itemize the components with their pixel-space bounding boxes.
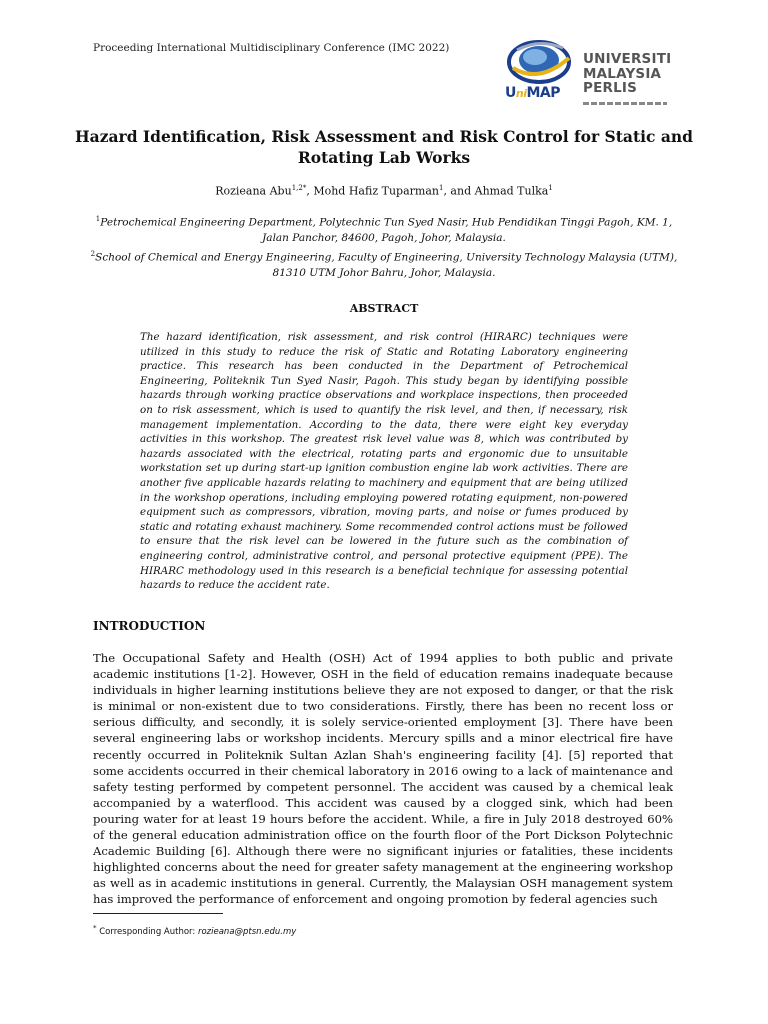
unimap-wordmark: UniMAP — [505, 85, 561, 101]
running-head: Proceeding International Multidisciplinary Conference (IMC 2022) — [93, 42, 450, 54]
author-list: Rozieana Abu$^{1,2*}$, Mohd Hafiz Tuparman$^1$, and Ahmad Tulka$^1$ — [215, 184, 553, 198]
corresponding-author-footnote: * Corresponding Author: rozieana@ptsn.edu.my — [93, 923, 297, 937]
footnote-divider — [93, 913, 223, 914]
university-logo — [503, 36, 673, 108]
globe-emblem-icon — [503, 36, 575, 88]
introduction-heading: INTRODUCTION — [93, 619, 206, 633]
affiliations — [84, 212, 684, 281]
author-name: Mohd Hafiz Tuparman — [313, 184, 439, 198]
abstract-heading: ABSTRACT — [349, 302, 419, 315]
corresponding-email[interactable]: rozieana@ptsn.edu.my — [197, 926, 297, 937]
abstract-body: The hazard identification, risk assessment, and risk control (HIRARC) techniques were utilized in this study to reduce the risk of Static and Rotating Laboratory engineering practice. This research has been conducted in the Department of Petrochemical Engineering, Politeknik Tun Syed Nasir, Pagoh. This study began by identifying possible hazards through working practice observations and workplace inspections, then proceeded on to risk assessment, which is used to quantify the risk level, and then, if necessary, risk management implementation. According to the data, there were eight key everyday activities in this workshop. The greatest risk level value was 8, which was contributed by hazards associated with the electrical, rotating parts and ergonomic due to unsuitable workstation set up during start-up ignition combustion engine lab work activities. There are another five applicable hazards relating to machinery and equipment that are being utilized in the workshop operations, including employing powered rotating equipment, non-powered equipment such as compressors, vibration, moving parts, and noise or fumes produced by static and rotating exhaust machinery. Some recommended control actions must be followed to ensure that the risk level can be lowered in the future such as the combination of engineering control, administrative control, and personal protective equipment (PPE). The HIRARC methodology used in this research is a beneficial technique for assessing potential hazards to reduce the accident rate. — [140, 331, 628, 592]
university-name: UNIVERSITI MALAYSIA PERLIS — [583, 51, 672, 96]
affiliation-2: $^2$School of Chemical and Energy Engineering, Faculty of Engineering, University Technology Malaysia (UTM), 81310 UTM Johor Bahru, Johor, Malaysia. — [90, 249, 678, 279]
introduction-body: The Occupational Safety and Health (OSH) Act of 1994 applies to both public and private academic institutions [1-2]. However, OSH in the field of education remains inadequate because individuals in higher learning institutions believe they are not exposed to danger, or that the risk is minimal or non-existent due to two considerations. Firstly, there has been no recent loss or serious difficulty, and secondly, it is solely service-oriented employment [3]. There have been several engineering labs or workshop incidents. Mercury spills and a minor electrical fire have recently occurred in Politeknik Sultan Azlan Shah's engineering facility [4]. [5] reported that some accidents occurred in their chemical laboratory in 2016 owing to a lack of maintenance and safety testing performed by competent personnel. The accident was caused by a chemical leak accompanied by a waterflood. This accident was caused by a clogged sink, which had been pouring water for at least 19 hours before the accident. While, a fire in July 2018 destroyed 60% of the general education administration office on the fourth floor of the Port Dickson Polytechnic Academic Building [6]. Although there were no significant injuries or fatalities, these incidents highlighted concerns about the need for greater safety management at the engineering workshop as well as in academic institutions in general. Currently, the Malaysian OSH management system has improved the performance of enforcement and ongoing promotion by federal agencies such — [93, 651, 673, 907]
author-name: Rozieana Abu — [215, 184, 292, 198]
author-name: Ahmad Tulka — [474, 184, 549, 198]
affiliation-1: $^1$Petrochemical Engineering Department, Polytechnic Tun Syed Nasir, Hub Pendidikan Tinggi Pagoh, KM. 1, Jalan Panchor, 84600, Pagoh, Johor, Malaysia. — [95, 215, 673, 244]
paper-title: Hazard Identification, Risk Assessment and Risk Control for Static and Rotating Lab Works — [75, 127, 693, 167]
logo-divider — [583, 102, 667, 105]
